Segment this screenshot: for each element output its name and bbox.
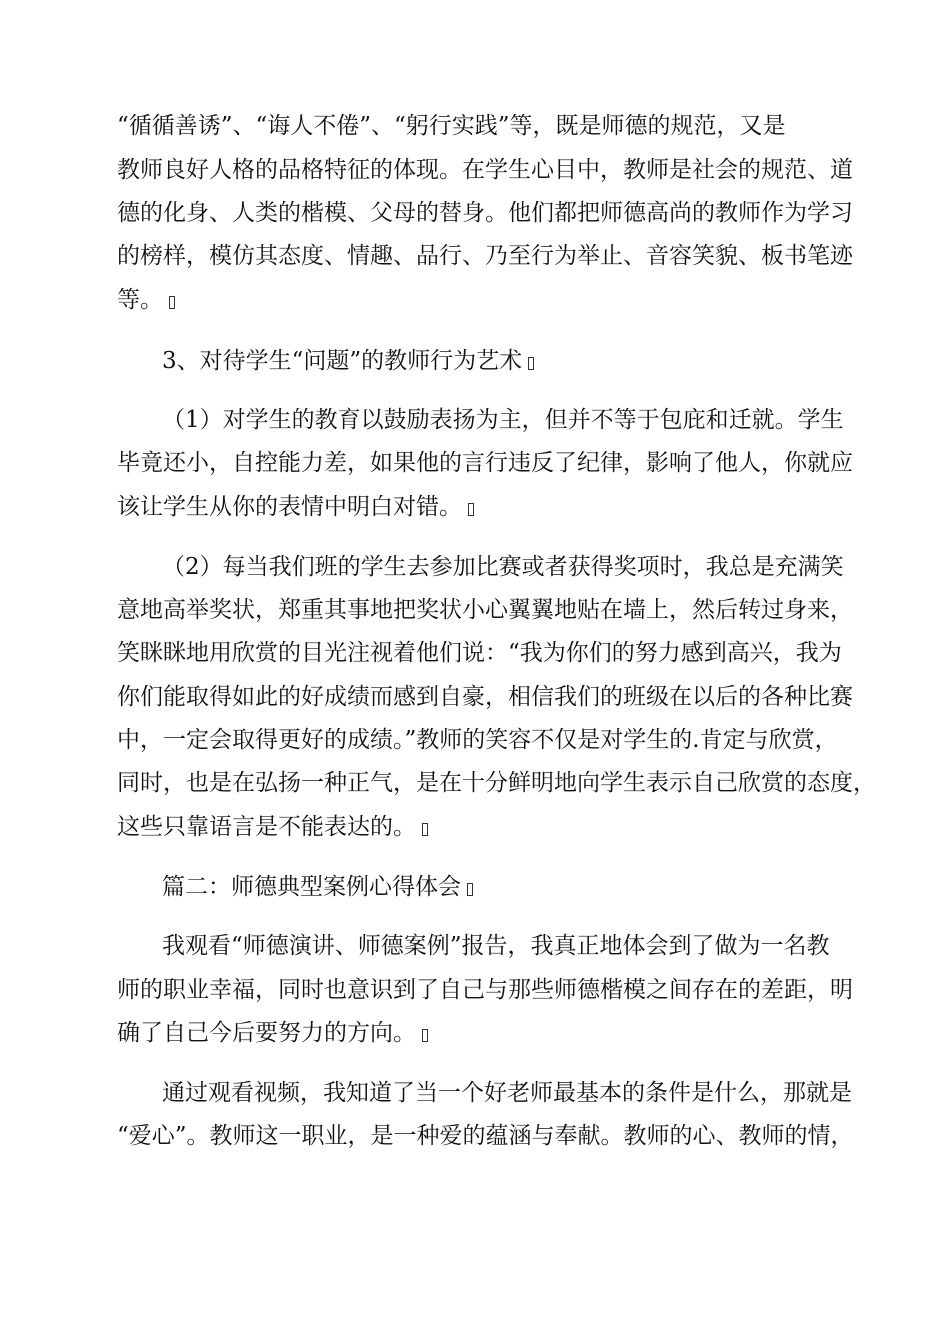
text-line: “循循善诱”、“诲人不倦”、“躬行实践”等，既是师德的规范，又是 [117,113,786,139]
text-line: 毕竟还小，自控能力差，如果他的言行违反了纪律，影响了他人，你就应 [117,450,853,476]
paragraph-mark-icon [467,883,473,896]
text-line: 笑眯眯地用欣赏的目光注视着他们说：“我为你们的努力感到高兴，我为 [117,640,842,666]
text-line: 这些只靠语言是不能表达的。 [117,812,428,842]
paragraph-mark-icon [468,503,474,516]
text-line: 的榜样，模仿其态度、情趣、品行、乃至行为举止、音容笑貌、板书笔迹 [117,243,853,269]
text-line: 该让学生从你的表情中明白对错。 [117,492,474,522]
text-line: 意地高举奖状，郑重其事地把奖状小心翼翼地贴在墙上，然后转过身来， [117,597,853,623]
paragraph-mark-icon [422,823,428,836]
text-line: （2）每当我们班的学生去参加比赛或者获得奖项时，我总是充满笑 [162,554,844,580]
paragraph-mark-icon [528,357,534,370]
paragraph-mark-icon [422,1029,428,1042]
text-line: 教师良好人格的品格特征的体现。在学生心目中，教师是社会的规范、道 [117,157,853,183]
text-line: （1）对学生的教育以鼓励表扬为主，但并不等于包庇和迁就。学生 [162,407,844,433]
text-line: 通过观看视频，我知道了当一个好老师最基本的条件是什么，那就是 [162,1080,852,1106]
text-line: 等。 [117,285,175,315]
text-line: 同时，也是在弘扬一种正气，是在十分鲜明地向学生表示自己欣赏的态度， [117,770,876,796]
text-line: “爱心”。教师这一职业，是一种爱的蕴涵与奉献。教师的心、教师的情， [117,1123,854,1149]
text-line: 师的职业幸福，同时也意识到了自己与那些师德楷模之间存在的差距，明 [117,977,853,1003]
text-line: 中，一定会取得更好的成绩。”教师的笑容不仅是对学生的.肯定与欣赏， [117,727,838,753]
section-heading: 3、对待学生“问题”的教师行为艺术 [162,346,534,376]
text-line: 你们能取得如此的好成绩而感到自豪，相信我们的班级在以后的各种比赛 [117,684,853,710]
text-line: 我观看“师德演讲、师德案例”报告，我真正地体会到了做为一名教 [162,933,830,959]
section-heading: 篇二：师德典型案例心得体会 [162,872,473,902]
text-line: 确了自己今后要努力的方向。 [117,1018,428,1048]
text-line: 德的化身、人类的楷模、父母的替身。他们都把师德高尚的教师作为学习 [117,200,853,226]
paragraph-mark-icon [169,296,175,309]
